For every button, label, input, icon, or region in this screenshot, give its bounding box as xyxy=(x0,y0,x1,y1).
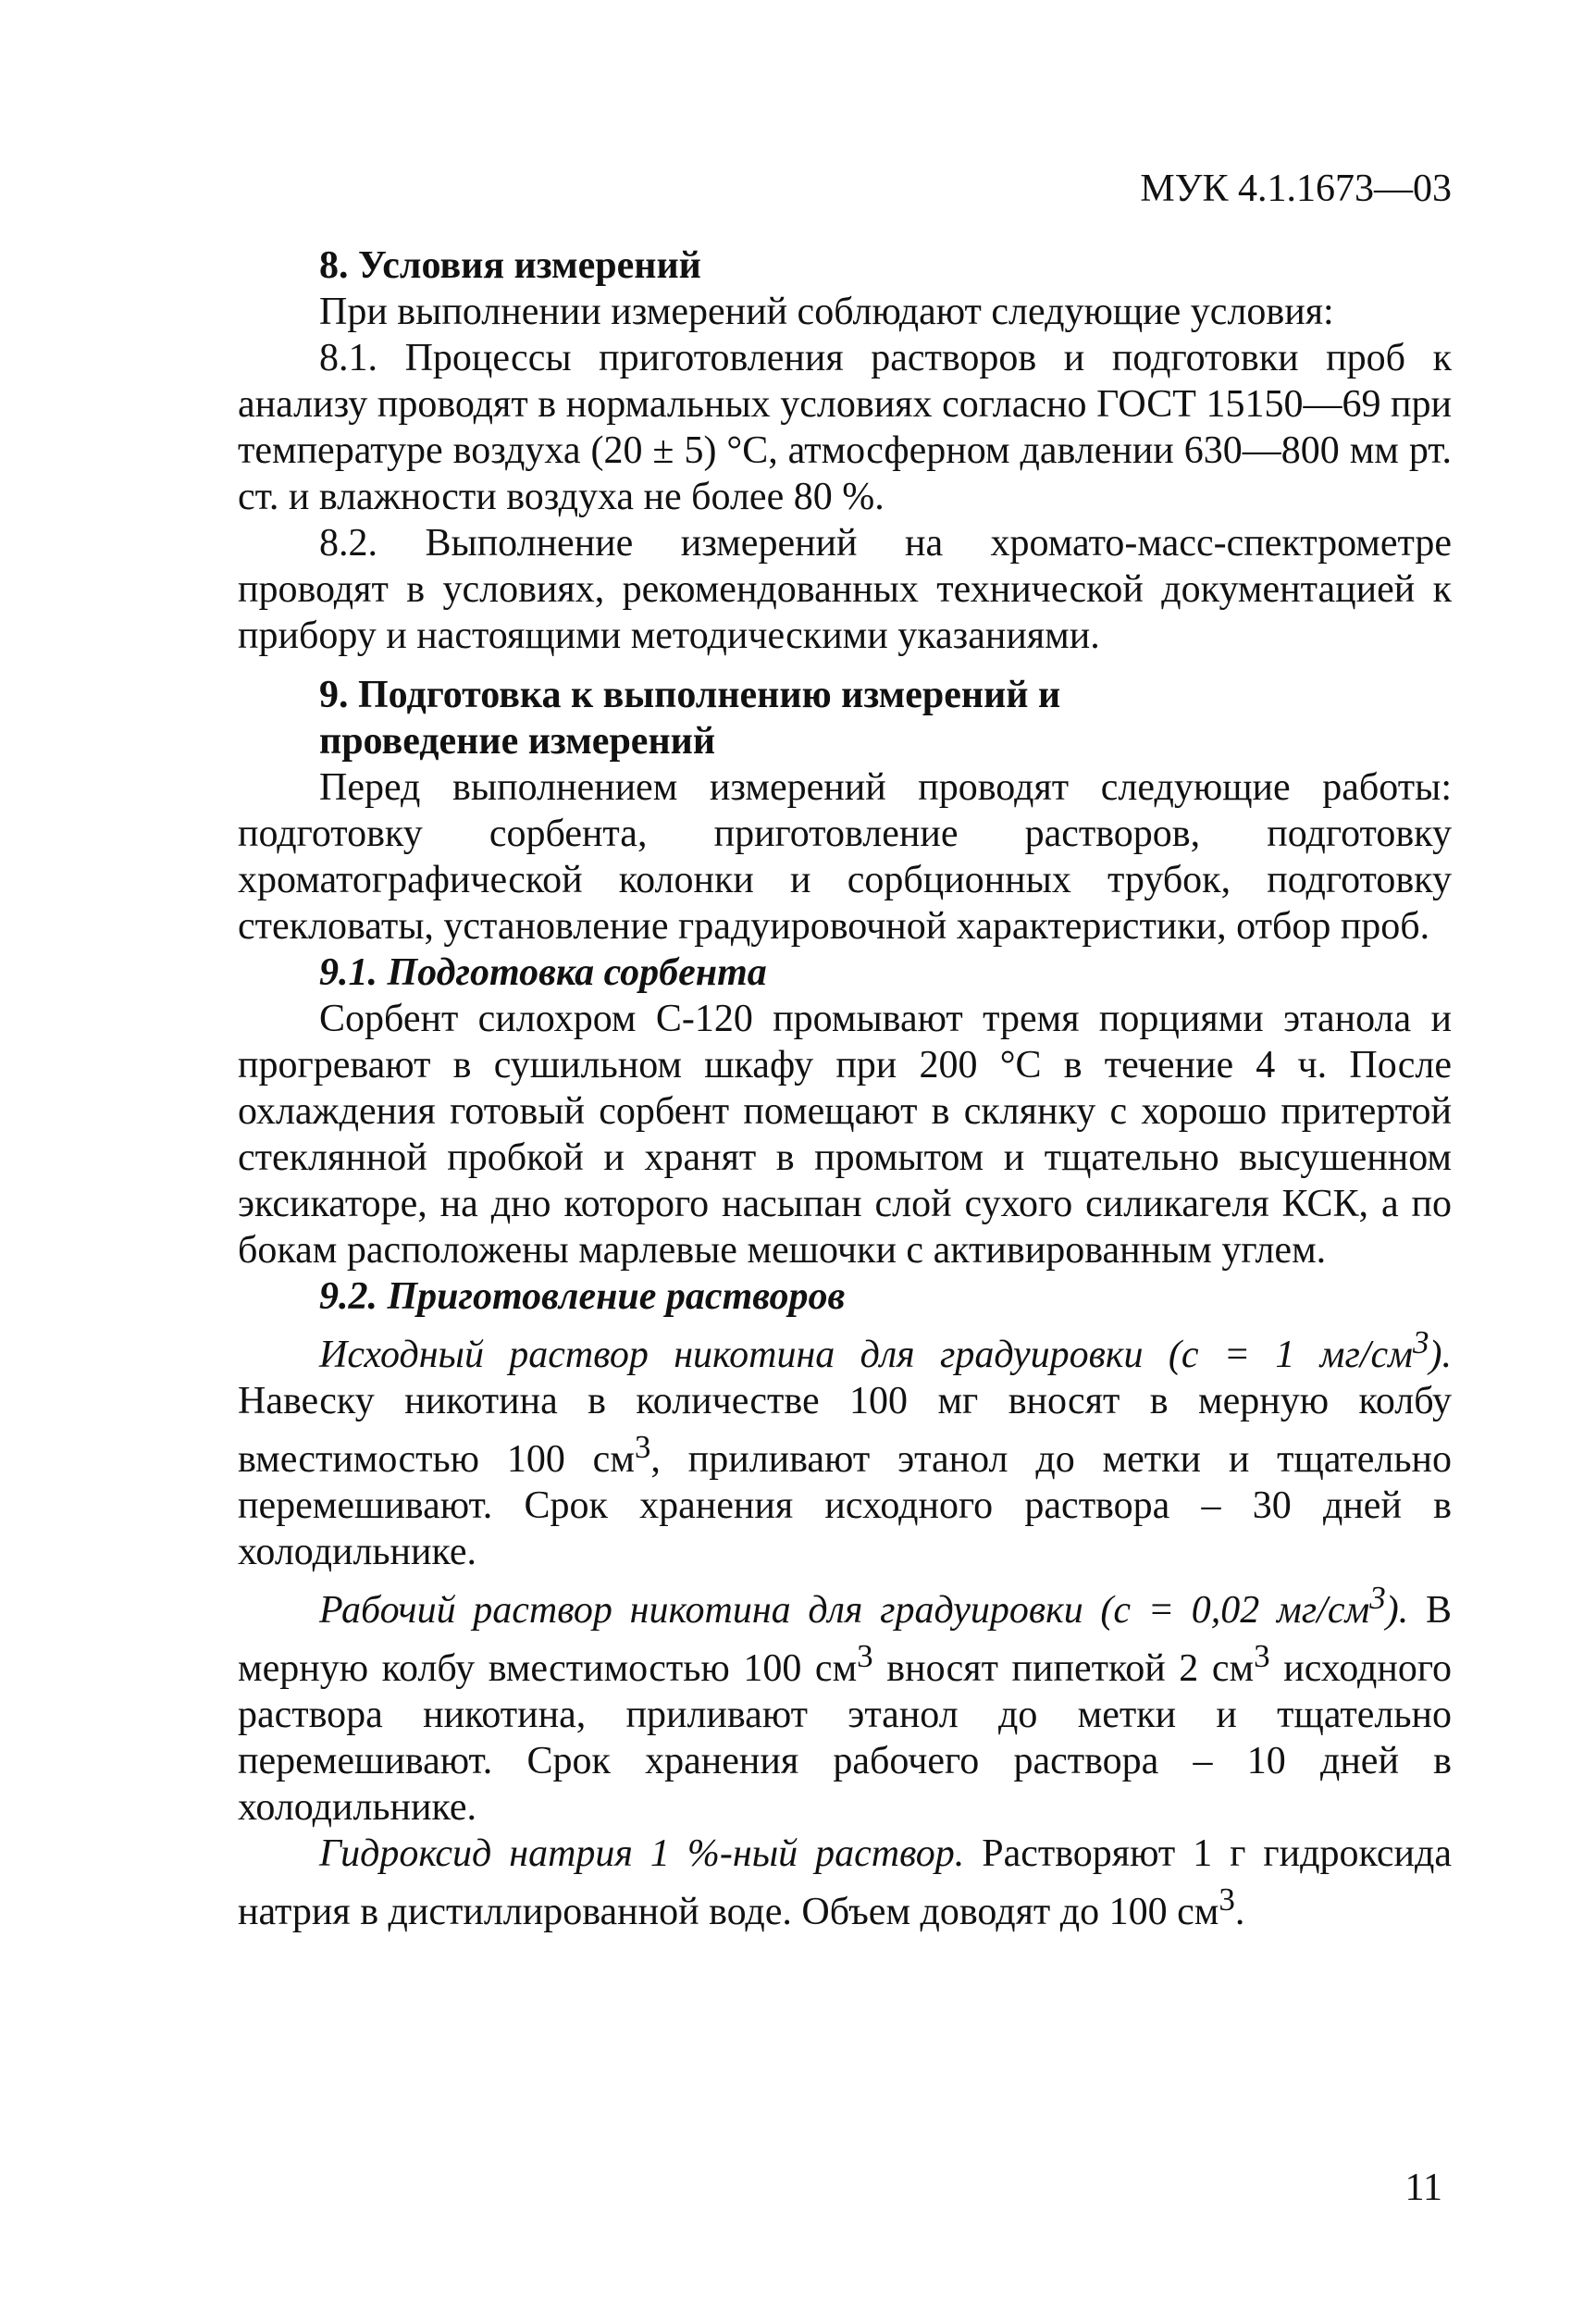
stock-solution-label-end: ). xyxy=(1429,1334,1452,1376)
document-body xyxy=(238,242,1452,1935)
stock-solution-text: Навеску никотина в количестве 100 мг вносят в мерную колбу вместимостью 100 см xyxy=(238,1380,1452,1481)
page-number: 11 xyxy=(1404,2167,1442,2209)
working-solution-paragraph xyxy=(238,1575,1452,1831)
document-code: МУК 4.1.1673—03 xyxy=(1140,168,1452,210)
section-9-2-title: 9.2. Приготовление растворов xyxy=(319,1275,846,1318)
naoh-solution-paragraph xyxy=(238,1831,1452,1935)
stock-solution-paragraph xyxy=(238,1320,1452,1575)
working-solution-text-c: исходного раствора никотина, приливают этанол до метки и тщательно перемешивают. Срок хранения рабочего раствора – 10 дней в холодильнике. xyxy=(238,1647,1453,1829)
section-9-intro: Перед выполнением измерений проводят следующие работы: подготовку сорбента, приготовление растворов, подготовку хроматографической колонки и сорбционных трубок, подготовку стекловаты, установление градуировочной характеристики, отбор проб. xyxy=(238,766,1452,948)
working-solution-text-b: вносят пипеткой 2 см xyxy=(872,1647,1255,1690)
section-8-2-paragraph: 8.2. Выполнение измерений на хромато-масс-спектрометре проводят в условиях, рекомендованных технической документацией к прибору и настоящими методическими указаниями. xyxy=(238,522,1452,657)
naoh-solution-label: Гидроксид натрия 1 %-ный раствор. xyxy=(319,1832,965,1875)
naoh-solution-sup: 3 xyxy=(1219,1881,1235,1918)
stock-solution-label-sup: 3 xyxy=(1413,1324,1429,1360)
section-9-title-line-1: 9. Подготовка к выполнению измерений и xyxy=(319,674,1061,716)
section-9-1-title: 9.1. Подготовка сорбента xyxy=(319,951,767,994)
naoh-solution-text-end: . xyxy=(1234,1891,1245,1933)
section-8-title: 8. Условия измерений xyxy=(319,244,701,287)
working-solution-text-a: В мерную колбу вместимостью 100 см xyxy=(238,1589,1453,1690)
section-8-intro: При выполнении измерений соблюдают следующие условия: xyxy=(319,291,1334,333)
section-9-1-paragraph: Сорбент силохром С-120 промывают тремя порциями этанола и прогревают в сушильном шкафу при 200 °С в течение 4 ч. После охлаждения готовый сорбент помещают в склянку с хорошо притертой стеклянной пробкой и хранят в промытом и тщательно высушенном эксикаторе, на дно которого насыпан слой сухого силикагеля КСК, а по бокам расположены марлевые мешочки с активированным углем. xyxy=(238,998,1452,1272)
working-solution-label-text: Рабочий раствор никотина для градуировки (с = 0,02 мг/см xyxy=(319,1589,1370,1632)
section-9-title-line-2: проведение измерений xyxy=(319,720,716,763)
working-solution-label-sup: 3 xyxy=(1369,1580,1386,1616)
working-solution-sup-1: 3 xyxy=(857,1638,873,1674)
stock-solution-label-text: Исходный раствор никотина для градуировки (с = 1 мг/см xyxy=(319,1334,1413,1376)
working-solution-label-end: ). xyxy=(1385,1589,1409,1632)
section-9-title xyxy=(238,672,1452,764)
working-solution-sup-2: 3 xyxy=(1254,1638,1270,1674)
stock-solution-label xyxy=(319,1324,1452,1376)
document-page xyxy=(238,0,1452,2297)
section-8-1-paragraph: 8.1. Процессы приготовления растворов и подготовки проб к анализу проводят в нормальных условиях согласно ГОСТ 15150—69 при температуре воздуха (20 ± 5) °С, атмосферном давлении 630—800 мм рт. ст. и влажности воздуха не более 80 %. xyxy=(238,337,1452,518)
naoh-solution-text: Растворяют 1 г гидроксида натрия в дистиллированной воде. Объем доводят до 100 см xyxy=(238,1832,1452,1933)
working-solution-label xyxy=(319,1580,1409,1632)
stock-solution-text-end: , приливают этанол до метки и тщательно перемешивают. Срок хранения исходного раствора – 30 дней в холодильнике. xyxy=(238,1438,1452,1573)
stock-solution-text-sup: 3 xyxy=(634,1429,651,1465)
